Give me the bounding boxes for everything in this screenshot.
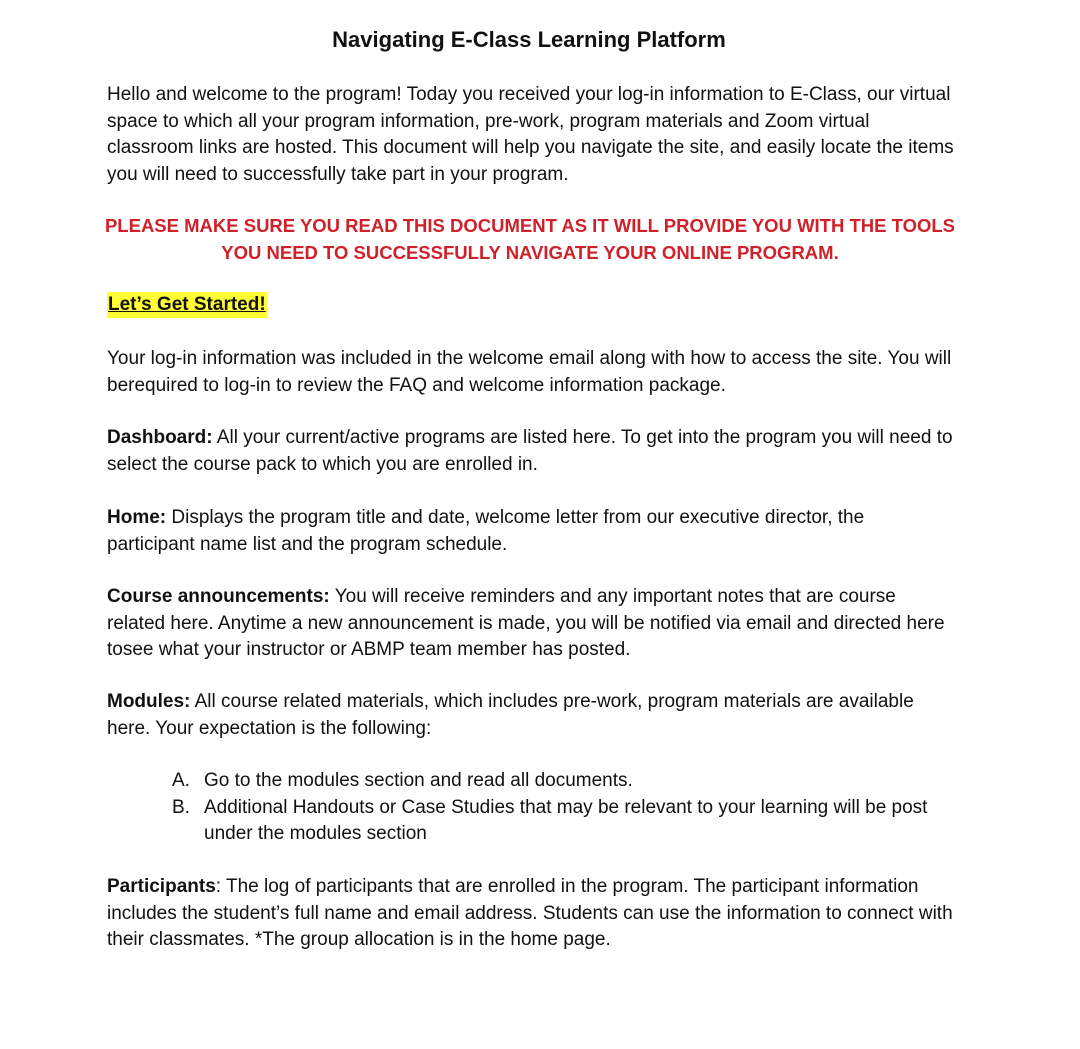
modules-label: Modules: (107, 691, 191, 712)
list-item (172, 795, 942, 848)
dashboard-text: All your current/active programs are listed here. To get into the program you will need to select the course pack to which you are enrolled in. (107, 427, 953, 475)
dashboard-label: Dashboard: (107, 427, 213, 448)
list-marker: B. (172, 796, 190, 818)
dashboard-paragraph (107, 425, 957, 478)
modules-list (172, 768, 942, 848)
announcements-text: You will receive reminders and any important notes that are course related here. Anytime a new announcement is made, you will be notified via email and directed here tosee what your instructor or ABMP team member has posted. (107, 586, 945, 660)
home-paragraph (107, 505, 957, 558)
warning-line-1: PLEASE MAKE SURE YOU READ THIS DOCUMENT AS IT WILL PROVIDE YOU WITH THE TOOLS (104, 215, 956, 236)
list-item-text: Additional Handouts or Case Studies that may be relevant to your learning will be post under the modules section (204, 796, 928, 844)
list-item-text: Go to the modules section and read all documents. (204, 770, 633, 791)
participants-paragraph (107, 874, 957, 954)
login-paragraph: Your log-in information was included in the welcome email along with how to access the site. You will berequired to log-in to review the FAQ and welcome information package. (107, 348, 952, 396)
announcements-paragraph (107, 584, 957, 664)
document-title: Navigating E-Class Learning Platform (332, 27, 726, 52)
participants-label: Participants (107, 876, 216, 897)
modules-paragraph (107, 689, 957, 742)
modules-text: All course related materials, which includes pre-work, program materials are available here. Your expectation is the following: (107, 691, 914, 739)
list-marker: A. (172, 770, 190, 791)
warning-notice (100, 213, 960, 266)
home-text: Displays the program title and date, welcome letter from our executive director, the participant name list and the program schedule. (107, 507, 865, 555)
lets-get-started-heading: Let’s Get Started! (107, 292, 267, 318)
participants-text: : The log of participants that are enrolled in the program. The participant information includes the student’s full name and email address. Students can use the information to connect with their classmates. *The group allocation is in the home page. (107, 876, 953, 950)
intro-paragraph: Hello and welcome to the program! Today you received your log-in information to E-Class, our virtual space to which all your program information, pre-work, program materials and Zoom virtual classroom links are hosted. This document will help you navigate the site, and easily locate the items you will need to successfully take part in your program. (107, 84, 954, 185)
announcements-label: Course announcements: (107, 586, 330, 607)
home-label: Home: (107, 507, 167, 528)
list-item (172, 768, 942, 795)
warning-line-2: YOU NEED TO SUCCESSFULLY NAVIGATE YOUR ONLINE PROGRAM. (221, 241, 839, 263)
